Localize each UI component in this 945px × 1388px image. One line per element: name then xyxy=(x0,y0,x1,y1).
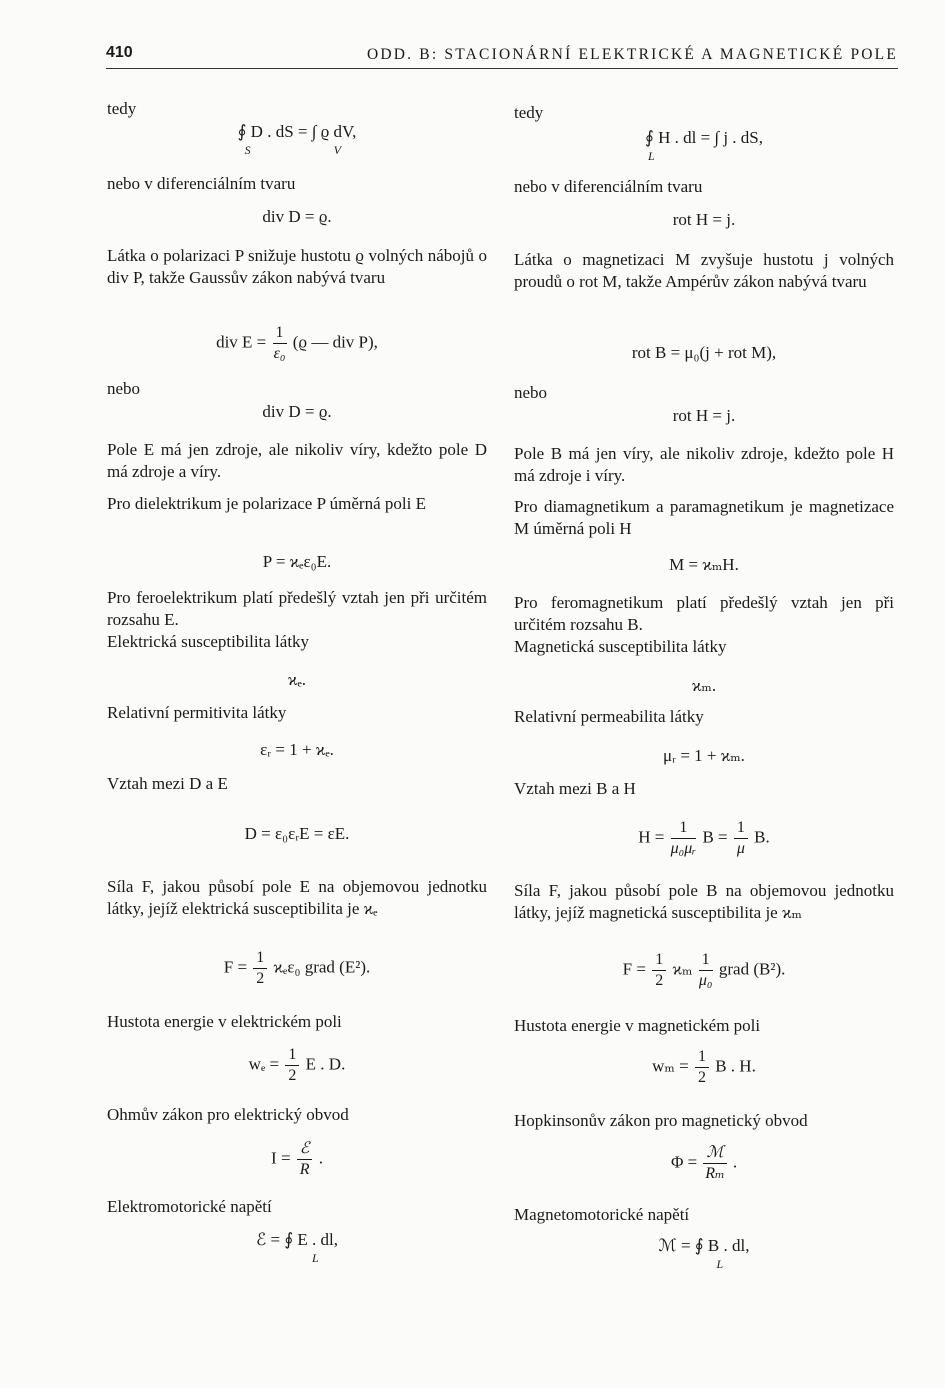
text-hustota-mag: Hustota energie v magnetickém poli xyxy=(514,1016,761,1035)
header-rule xyxy=(106,68,898,69)
equation-mu-r: μᵣ = 1 + ϰₘ. xyxy=(663,746,745,765)
equation-mmf: ℳ = ∮ B . dl, L xyxy=(658,1236,750,1271)
text-tedy: tedy xyxy=(107,99,137,118)
text-ohmuv-zakon: Ohmův zákon pro elektrický obvod xyxy=(107,1105,349,1124)
equation-gauss-integral: ∮ D . dS = ∫ ϱ dV, S V xyxy=(237,122,357,157)
text-nebo-diferencialnim: nebo v diferenciálním tvaru xyxy=(107,174,296,193)
equation-ampere-integral: ∮ H . dl = ∫ j . dS, L xyxy=(644,128,764,163)
page-number: 410 xyxy=(106,44,133,61)
equation-emf: ℰ = ∮ E . dl, L xyxy=(255,1230,339,1265)
equation-hopkinson: Φ = $\frac{\text{ℳ}}{\text{Rₘ}}$ . xyxy=(670,1144,738,1182)
text-emn: Elektromotorické napětí xyxy=(107,1197,272,1216)
equation-div-e: div E = $\frac{1}{\text{ε₀}}$ (ϱ — div P), xyxy=(216,324,378,362)
equation-kappa-m: ϰₘ. xyxy=(691,676,717,695)
paragraph-diamagnetikum: Pro diamagnetikum a paramagnetikum je magnetizace M úměrná poli H xyxy=(514,497,894,538)
page-header xyxy=(106,44,898,66)
paragraph-polarizace: Látka o polarizaci P snižuje hustotu ϱ volných nábojů o div P, takže Gaussův zákon nabývá tvaru xyxy=(107,246,487,287)
equation-magnetizace: M = ϰₘH. xyxy=(669,555,739,574)
equation-eps-r: εᵣ = 1 + ϰₑ. xyxy=(260,740,334,759)
text-rel-permitivita: Relativní permitivita látky xyxy=(107,703,287,722)
equation-d-eps-e: D = ε₀εᵣE = εE. xyxy=(244,824,350,843)
paragraph-sila-b: Síla F, jakou působí pole B na objemovou jednotku látky, jejíž magnetická susceptibilita je ϰₘ xyxy=(514,881,894,922)
text-hopkinsonuv-zakon: Hopkinsonův zákon pro magnetický obvod xyxy=(514,1111,808,1130)
text-el-susceptibilita: Elektrická susceptibilita látky xyxy=(107,632,310,651)
equation-force-e: F = $\frac{1}{2}$ ϰₑε₀ grad (E²). xyxy=(223,949,371,987)
equation-force-b: F = $\frac{1}{2}$ ϰₘ $\frac{1}{\text{μ₀}}$ grad (B²). xyxy=(622,951,786,989)
paragraph-pole-e: Pole E má jen zdroje, ale nikoliv víry, kdežto pole D má zdroje a víry. xyxy=(107,440,487,481)
paragraph-sila-e: Síla F, jakou působí pole E na objemovou jednotku látky, jejíž elektrická susceptibilita je ϰₑ xyxy=(107,877,487,918)
equation-rot-b: rot B = μ₀(j + rot M), xyxy=(631,343,777,362)
text-mag-susceptibilita: Magnetická susceptibilita látky xyxy=(514,637,727,656)
paragraph-magnetizace: Látka o magnetizaci M zvyšuje hustotu j volných proudů o rot M, takže Ampérův zákon nabývá tvaru xyxy=(514,250,894,291)
paragraph-feromagnetikum: Pro feromagnetikum platí předešlý vztah jen při určitém rozsahu B. xyxy=(514,593,894,634)
paragraph-feroelektrikum: Pro feroelektrikum platí předešlý vztah jen při určitém rozsahu E. xyxy=(107,588,487,629)
equation-h-mu-b: H = $\frac{1}{\text{μ₀μᵣ}}$ B = $\frac{1}{\mu}$ B. xyxy=(638,819,770,857)
running-title: ODD. B: STACIONÁRNÍ ELEKTRICKÉ A MAGNETICKÉ POLE xyxy=(366,46,898,63)
text-rel-permeabilita: Relativní permeabilita látky xyxy=(514,707,704,726)
text-nebo-r: nebo xyxy=(514,383,548,402)
paragraph-pole-b: Pole B má jen víry, ale nikoliv zdroje, kdežto pole H má zdroje i víry. xyxy=(514,444,894,485)
paragraph-dielektrikum: Pro dielektrikum je polarizace P úměrná poli E xyxy=(107,494,426,513)
equation-w-e: wₑ = $\frac{1}{2}$ E . D. xyxy=(248,1046,346,1084)
equation-polarizace: P = ϰₑε₀E. xyxy=(262,552,332,571)
text-hustota-el: Hustota energie v elektrickém poli xyxy=(107,1012,342,1031)
equation-kappa-e: ϰₑ. xyxy=(287,670,307,689)
equation-w-m: wₘ = $\frac{1}{2}$ B . H. xyxy=(652,1048,756,1086)
equation-rot-h-2: rot H = j. xyxy=(672,406,736,425)
equation-ohm: I = $\frac{\text{ℰ}}{R}$ . xyxy=(271,1140,323,1178)
text-nebo-diferencialnim-r: nebo v diferenciálním tvaru xyxy=(514,177,703,196)
text-tedy-r: tedy xyxy=(514,103,544,122)
equation-div-d: div D = ϱ. xyxy=(262,207,332,226)
text-vztah-d-e: Vztah mezi D a E xyxy=(107,774,228,793)
text-nebo: nebo xyxy=(107,379,141,398)
equation-div-d-2: div D = ϱ. xyxy=(262,402,332,421)
text-vztah-b-h: Vztah mezi B a H xyxy=(514,779,636,798)
equation-rot-h: rot H = j. xyxy=(672,210,736,229)
text-mmn: Magnetomotorické napětí xyxy=(514,1205,690,1224)
